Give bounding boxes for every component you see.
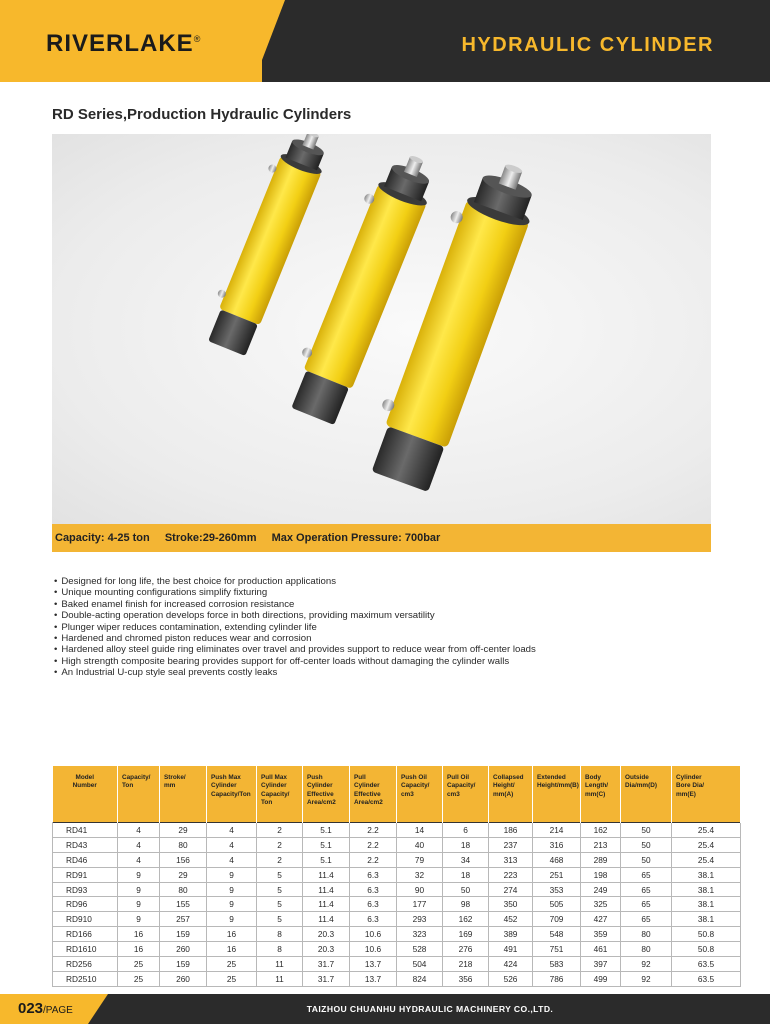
- table-cell: 505: [533, 897, 581, 912]
- table-cell: 9: [207, 867, 257, 882]
- table-cell: 260: [160, 971, 207, 986]
- table-cell: 80: [160, 837, 207, 852]
- table-row: [53, 957, 741, 972]
- table-cell: 29: [160, 823, 207, 838]
- table-row: [53, 852, 741, 867]
- table-cell: 4: [207, 837, 257, 852]
- table-cell: 548: [533, 927, 581, 942]
- table-cell: 2.2: [350, 823, 397, 838]
- cylinders-illustration: [52, 134, 711, 524]
- column-header: Body Length/ mm(C): [581, 766, 621, 823]
- column-header: Stroke/ mm: [160, 766, 207, 823]
- table-cell: 9: [207, 882, 257, 897]
- table-row: [53, 882, 741, 897]
- table-cell: 249: [581, 882, 621, 897]
- table-cell: 526: [489, 971, 533, 986]
- table-cell: 9: [118, 912, 160, 927]
- table-cell: 29: [160, 867, 207, 882]
- table-cell: 80: [621, 927, 672, 942]
- table-cell: 260: [160, 942, 207, 957]
- column-header: Cylinder Bore Dia/ mm(E): [672, 766, 741, 823]
- table-cell: 8: [257, 927, 303, 942]
- table-cell: 223: [489, 867, 533, 882]
- table-cell: 16: [118, 927, 160, 942]
- table-cell: 31.7: [303, 957, 350, 972]
- table-cell: 356: [443, 971, 489, 986]
- table-cell: 4: [118, 852, 160, 867]
- table-cell: 2: [257, 823, 303, 838]
- column-header: Capacity/ Ton: [118, 766, 160, 823]
- table-cell: RD910: [53, 912, 118, 927]
- table-cell: 468: [533, 852, 581, 867]
- table-cell: 257: [160, 912, 207, 927]
- table-cell: 50: [621, 837, 672, 852]
- table-cell: 11.4: [303, 897, 350, 912]
- column-header: Extended Height/mm(B): [533, 766, 581, 823]
- product-photo: [52, 134, 711, 524]
- table-cell: 499: [581, 971, 621, 986]
- table-cell: 177: [397, 897, 443, 912]
- table-row: [53, 823, 741, 838]
- table-cell: 289: [581, 852, 621, 867]
- table-cell: 16: [207, 942, 257, 957]
- table-cell: 504: [397, 957, 443, 972]
- table-cell: 528: [397, 942, 443, 957]
- table-cell: 6.3: [350, 867, 397, 882]
- table-cell: 6.3: [350, 897, 397, 912]
- table-cell: 50: [443, 882, 489, 897]
- table-cell: 38.1: [672, 882, 741, 897]
- table-cell: 14: [397, 823, 443, 838]
- cylinder-small: [200, 134, 335, 357]
- spec-table: [52, 766, 741, 987]
- table-cell: 2: [257, 852, 303, 867]
- spec-summary-bar: [52, 524, 711, 552]
- brand-logo: [46, 30, 201, 58]
- feature-item: • Double-acting operation develops force in both directions, providing maximum versatility: [54, 610, 536, 621]
- table-cell: 25: [207, 971, 257, 986]
- column-header: Outside Dia/mm(D): [621, 766, 672, 823]
- table-cell: 18: [443, 837, 489, 852]
- table-cell: 397: [581, 957, 621, 972]
- column-header: Pull Cylinder Effective Area/cm2: [350, 766, 397, 823]
- table-cell: 16: [118, 942, 160, 957]
- table-cell: 4: [118, 823, 160, 838]
- table-cell: 214: [533, 823, 581, 838]
- table-cell: RD256: [53, 957, 118, 972]
- table-cell: 50.8: [672, 942, 741, 957]
- table-cell: 424: [489, 957, 533, 972]
- feature-item: • Baked enamel finish for increased corrosion resistance: [54, 599, 536, 610]
- spec-capacity: Capacity: 4-25 ton: [55, 532, 150, 544]
- table-cell: 9: [118, 882, 160, 897]
- table-cell: 491: [489, 942, 533, 957]
- table-cell: 5.1: [303, 823, 350, 838]
- table-cell: RD1610: [53, 942, 118, 957]
- table-cell: 50: [621, 852, 672, 867]
- table-cell: 38.1: [672, 867, 741, 882]
- table-cell: 237: [489, 837, 533, 852]
- table-cell: 6: [443, 823, 489, 838]
- column-header: Push Cylinder Effective Area/cm2: [303, 766, 350, 823]
- table-cell: 25.4: [672, 852, 741, 867]
- table-cell: 80: [160, 882, 207, 897]
- table-cell: 427: [581, 912, 621, 927]
- table-cell: 5: [257, 882, 303, 897]
- column-header: Push Max Cylinder Capacity/Ton: [207, 766, 257, 823]
- table-row: [53, 912, 741, 927]
- table-cell: 6.3: [350, 882, 397, 897]
- table-cell: 316: [533, 837, 581, 852]
- table-cell: 159: [160, 927, 207, 942]
- table-cell: 50: [621, 823, 672, 838]
- page-subtitle: RD Series,Production Hydraulic Cylinders: [52, 106, 352, 123]
- table-cell: 824: [397, 971, 443, 986]
- table-cell: 186: [489, 823, 533, 838]
- table-header-row: [53, 766, 741, 823]
- table-cell: 11.4: [303, 867, 350, 882]
- table-cell: 389: [489, 927, 533, 942]
- table-cell: 9: [118, 897, 160, 912]
- table-cell: 11: [257, 971, 303, 986]
- table-cell: 11: [257, 957, 303, 972]
- column-header: Model Number: [53, 766, 118, 823]
- page-number-value: 023: [18, 1000, 44, 1017]
- table-cell: 63.5: [672, 957, 741, 972]
- table-cell: 583: [533, 957, 581, 972]
- table-cell: 9: [207, 912, 257, 927]
- table-cell: 325: [581, 897, 621, 912]
- table-cell: RD41: [53, 823, 118, 838]
- table-cell: 13.7: [350, 971, 397, 986]
- footer-company: TAIZHOU CHUANHU HYDRAULIC MACHINERY CO.,LTD.: [306, 1004, 554, 1014]
- table-cell: 5.1: [303, 852, 350, 867]
- table-cell: 4: [207, 823, 257, 838]
- table-cell: 92: [621, 957, 672, 972]
- table-cell: 313: [489, 852, 533, 867]
- table-cell: 80: [621, 942, 672, 957]
- table-cell: RD93: [53, 882, 118, 897]
- table-cell: 786: [533, 971, 581, 986]
- table-cell: 25: [207, 957, 257, 972]
- table-cell: 63.5: [672, 971, 741, 986]
- table-cell: 8: [257, 942, 303, 957]
- table-cell: 50.8: [672, 927, 741, 942]
- table-cell: 159: [160, 957, 207, 972]
- table-cell: 198: [581, 867, 621, 882]
- table-cell: 65: [621, 882, 672, 897]
- feature-item: • Designed for long life, the best choice for production applications: [54, 576, 536, 587]
- table-cell: 155: [160, 897, 207, 912]
- feature-list: [54, 576, 536, 679]
- brand-registered-mark: ®: [193, 34, 202, 44]
- table-cell: 25: [118, 971, 160, 986]
- table-cell: RD2510: [53, 971, 118, 986]
- table-cell: 25.4: [672, 837, 741, 852]
- table-cell: 18: [443, 867, 489, 882]
- table-row: [53, 837, 741, 852]
- brand-name: RIVERLAKE: [46, 30, 194, 57]
- page-label: /PAGE: [43, 1005, 73, 1016]
- table-cell: 16: [207, 927, 257, 942]
- table-cell: 461: [581, 942, 621, 957]
- table-cell: 251: [533, 867, 581, 882]
- table-cell: 25: [118, 957, 160, 972]
- table-cell: 34: [443, 852, 489, 867]
- column-header: Pull Oil Capacity/ cm3: [443, 766, 489, 823]
- table-cell: 5: [257, 912, 303, 927]
- feature-item: • Plunger wiper reduces contamination, extending cylinder life: [54, 622, 536, 633]
- table-cell: 274: [489, 882, 533, 897]
- table-cell: 92: [621, 971, 672, 986]
- table-row: [53, 942, 741, 957]
- table-cell: 353: [533, 882, 581, 897]
- table-cell: 90: [397, 882, 443, 897]
- table-cell: 65: [621, 867, 672, 882]
- table-cell: 350: [489, 897, 533, 912]
- table-cell: 156: [160, 852, 207, 867]
- spec-stroke: Stroke:29-260mm: [164, 532, 257, 544]
- table-cell: RD166: [53, 927, 118, 942]
- header-title: HYDRAULIC CYLINDER: [461, 34, 714, 56]
- table-row: [53, 927, 741, 942]
- table-cell: 98: [443, 897, 489, 912]
- feature-item: • Unique mounting configurations simplify fixturing: [54, 587, 536, 598]
- table-cell: 11.4: [303, 912, 350, 927]
- table-cell: 169: [443, 927, 489, 942]
- table-body: [53, 823, 741, 987]
- table-cell: 293: [397, 912, 443, 927]
- table-cell: 2.2: [350, 852, 397, 867]
- table-cell: 2: [257, 837, 303, 852]
- table-row: [53, 867, 741, 882]
- table-cell: 31.7: [303, 971, 350, 986]
- table-cell: 218: [443, 957, 489, 972]
- table-cell: 162: [443, 912, 489, 927]
- feature-item: • An Industrial U-cup style seal prevents costly leaks: [54, 667, 536, 678]
- table-row: [53, 897, 741, 912]
- table-cell: 38.1: [672, 912, 741, 927]
- table-cell: 452: [489, 912, 533, 927]
- table-cell: 162: [581, 823, 621, 838]
- column-header: Push Oil Capacity/ cm3: [397, 766, 443, 823]
- table-cell: 13.7: [350, 957, 397, 972]
- table-cell: 6.3: [350, 912, 397, 927]
- table-cell: 65: [621, 912, 672, 927]
- feature-item: • Hardened and chromed piston reduces wear and corrosion: [54, 633, 536, 644]
- table-cell: 32: [397, 867, 443, 882]
- table-cell: 9: [207, 897, 257, 912]
- table-cell: 709: [533, 912, 581, 927]
- table-cell: 5.1: [303, 837, 350, 852]
- table-cell: 11.4: [303, 882, 350, 897]
- feature-item: • Hardened alloy steel guide ring eliminates over travel and provides support to reduce wear from off-center loads: [54, 644, 536, 655]
- table-cell: 359: [581, 927, 621, 942]
- table-cell: 4: [207, 852, 257, 867]
- table-cell: 20.3: [303, 927, 350, 942]
- table-cell: 276: [443, 942, 489, 957]
- table-cell: 5: [257, 897, 303, 912]
- table-cell: 25.4: [672, 823, 741, 838]
- table-cell: 10.6: [350, 927, 397, 942]
- table-cell: 10.6: [350, 942, 397, 957]
- column-header: Collapsed Height/ mm(A): [489, 766, 533, 823]
- table-cell: 38.1: [672, 897, 741, 912]
- table-cell: 751: [533, 942, 581, 957]
- table-cell: 79: [397, 852, 443, 867]
- table-cell: 20.3: [303, 942, 350, 957]
- table-cell: RD46: [53, 852, 118, 867]
- spec-pressure: Max Operation Pressure: 700bar: [271, 532, 441, 544]
- table-cell: 65: [621, 897, 672, 912]
- feature-item: • High strength composite bearing provides support for off-center loads without damaging the cylinder walls: [54, 656, 536, 667]
- table-cell: 9: [118, 867, 160, 882]
- table-cell: 4: [118, 837, 160, 852]
- column-header: Pull Max Cylinder Capacity/ Ton: [257, 766, 303, 823]
- table-cell: 2.2: [350, 837, 397, 852]
- table-row: [53, 971, 741, 986]
- table-cell: 40: [397, 837, 443, 852]
- table-cell: RD96: [53, 897, 118, 912]
- table-cell: RD91: [53, 867, 118, 882]
- table-cell: 5: [257, 867, 303, 882]
- table-cell: 213: [581, 837, 621, 852]
- table-cell: 323: [397, 927, 443, 942]
- table-cell: RD43: [53, 837, 118, 852]
